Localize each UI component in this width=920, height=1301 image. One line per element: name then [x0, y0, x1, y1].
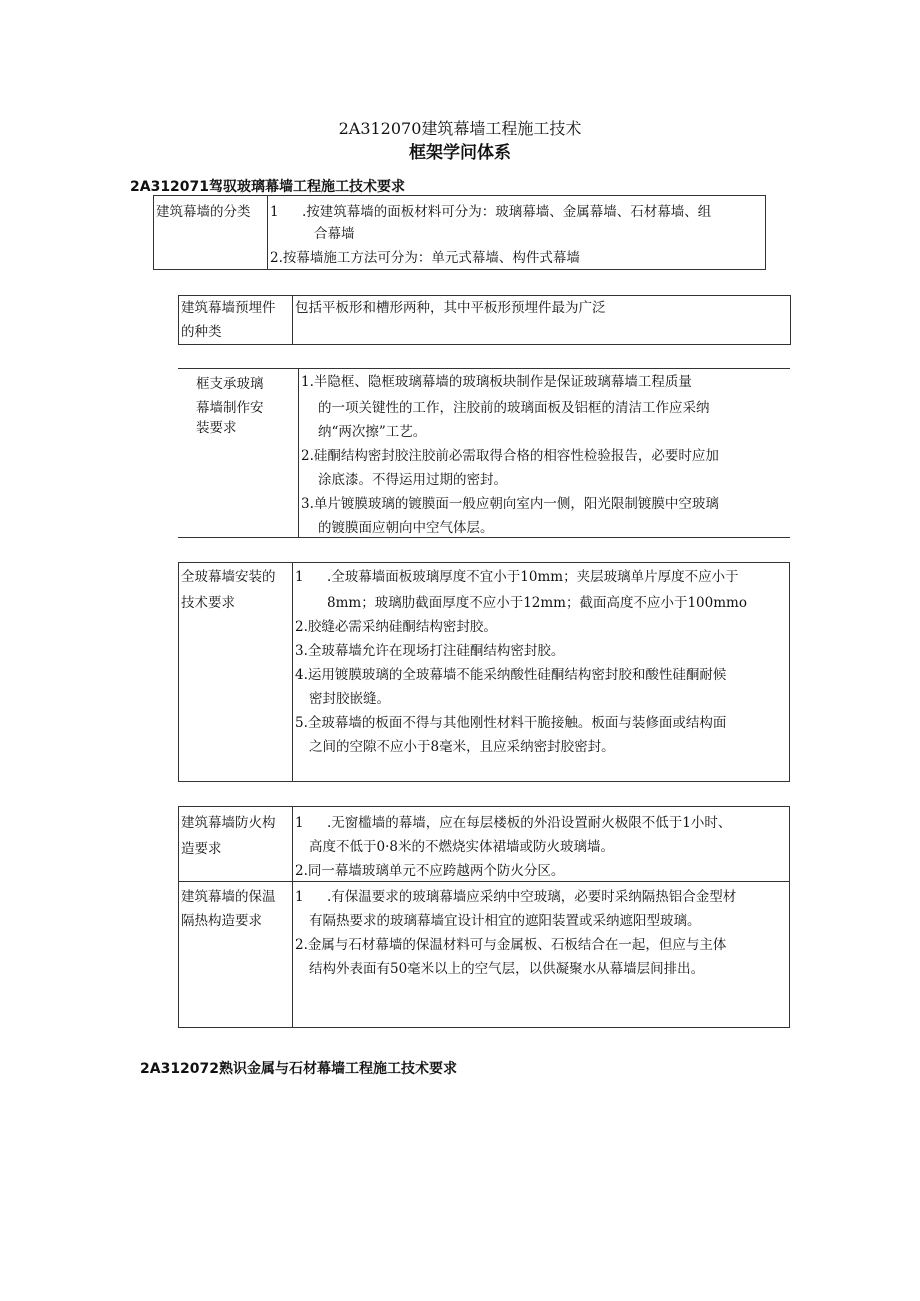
row-label: 装要求: [196, 420, 237, 436]
classification-table: [153, 195, 766, 270]
section-heading: 2A312072熟识金属与石材幕墙工程施工技术要求: [140, 1061, 458, 1077]
section-heading: 2A312071驾驭玻璃幕墙工程施工技术要求: [130, 179, 406, 195]
item-text: 4.运用镀膜玻璃的全玻幕墙不能采纳酸性硅酮结构密封胶和酸性硅酮耐候: [295, 667, 727, 683]
fire-insulation-table: [178, 806, 790, 1028]
row-label: 建筑幕墙的保温: [181, 889, 276, 905]
row-label: 技术要求: [181, 595, 235, 611]
item-text: 合幕墙: [314, 226, 355, 242]
item-text: 有隔热要求的玻璃幕墙宜设计相宜的遮阳装置或采纳遮阳型玻璃。: [309, 913, 701, 929]
item-text: 结构外表面有50毫米以上的空气层，以供凝聚水从幕墙层间排出。: [309, 961, 705, 977]
row-label: 建筑幕墙的分类: [156, 204, 251, 220]
document-title: 2A312070建筑幕墙工程施工技术: [338, 119, 582, 138]
item-text: 2.同一幕墙玻璃单元不应跨越两个防火分区。: [295, 863, 565, 879]
item-text: 2.金属与石材幕墙的保温材料可与金属板、石板结合在一起，但应与主体: [295, 937, 727, 953]
embedded-parts-table: [178, 295, 791, 345]
item-text: 之间的空隙不应小于8毫米，且应采纳密封胶密封。: [309, 739, 615, 755]
frame-supported-table: [178, 368, 791, 538]
item-text: 2.按幕墙施工方法可分为：单元式幕墙、构件式幕墙: [270, 250, 580, 266]
row-content: 包括平板形和槽形两种，其中平板形预埋件最为广泛: [295, 300, 606, 316]
item-text: 的镀膜面应朝向中空气体层。: [318, 520, 494, 536]
item-text: 1.半隐框、隐框玻璃幕墙的玻璃板块制作是保证玻璃幕墙工程质量: [301, 374, 692, 390]
item-text: .按建筑幕墙的面板材料可分为：玻璃幕墙、金属幕墙、石材幕墙、组: [302, 204, 712, 220]
item-text: 密封胶嵌缝。: [309, 691, 390, 707]
all-glass-table: [178, 562, 790, 782]
item-text: 2.胶缝必需采纳硅酮结构密封胶。: [295, 619, 497, 635]
item-text: 2.硅酮结构密封胶注胶前必需取得合格的相容性检验报告，必要时应加: [301, 448, 719, 464]
item-text: 5.全玻幕墙的板面不得与其他刚性材料干脆接触。板面与装修面或结构面: [295, 715, 727, 731]
row-label: 的种类: [181, 324, 222, 340]
item-text: 3.单片镀膜玻璃的镀膜面一般应朝向室内一侧，阳光限制镀膜中空玻璃: [301, 496, 719, 512]
row-label: 幕墙制作安: [196, 400, 264, 416]
item-text: .无窗槛墙的幕墙，应在每层楼板的外沿设置耐火极限不低于1小时、: [327, 815, 732, 831]
item-number: 1: [295, 569, 304, 585]
row-label: 隔热构造要求: [181, 913, 262, 929]
item-number: 1: [295, 815, 304, 831]
item-text: 高度不低于0·8米的不燃烧实体裙墙或防火玻璃墙。: [309, 839, 614, 855]
row-label: 建筑幕墙防火构: [181, 815, 276, 831]
document-subtitle: 框架学问体系: [409, 143, 511, 163]
item-number: 1: [295, 889, 304, 905]
row-label: 建筑幕墙预埋件: [181, 300, 276, 316]
item-text: 的一项关键性的工作，注胶前的玻璃面板及铝框的清洁工作应采纳: [318, 400, 710, 416]
item-text: 8mm；玻璃肋截面厚度不应小于12mm；截面高度不应小于100mmo: [327, 595, 747, 611]
item-text: 涂底漆。不得运用过期的密封。: [318, 472, 507, 488]
row-label: 全玻幕墙安装的: [181, 569, 276, 585]
item-text: .有保温要求的玻璃幕墙应采纳中空玻璃，必要时采纳隔热铝合金型材: [327, 889, 737, 905]
item-number: 1: [270, 204, 279, 220]
item-text: .全玻幕墙面板玻璃厚度不宜小于10mm；夹层玻璃单片厚度不应小于: [327, 569, 739, 585]
row-label: 框支承玻璃: [196, 376, 264, 392]
row-label: 造要求: [181, 841, 222, 857]
item-text: 纳“两次擦”工艺。: [318, 424, 427, 440]
item-text: 3.全玻幕墙允许在现场打注硅酮结构密封胶。: [295, 643, 565, 659]
